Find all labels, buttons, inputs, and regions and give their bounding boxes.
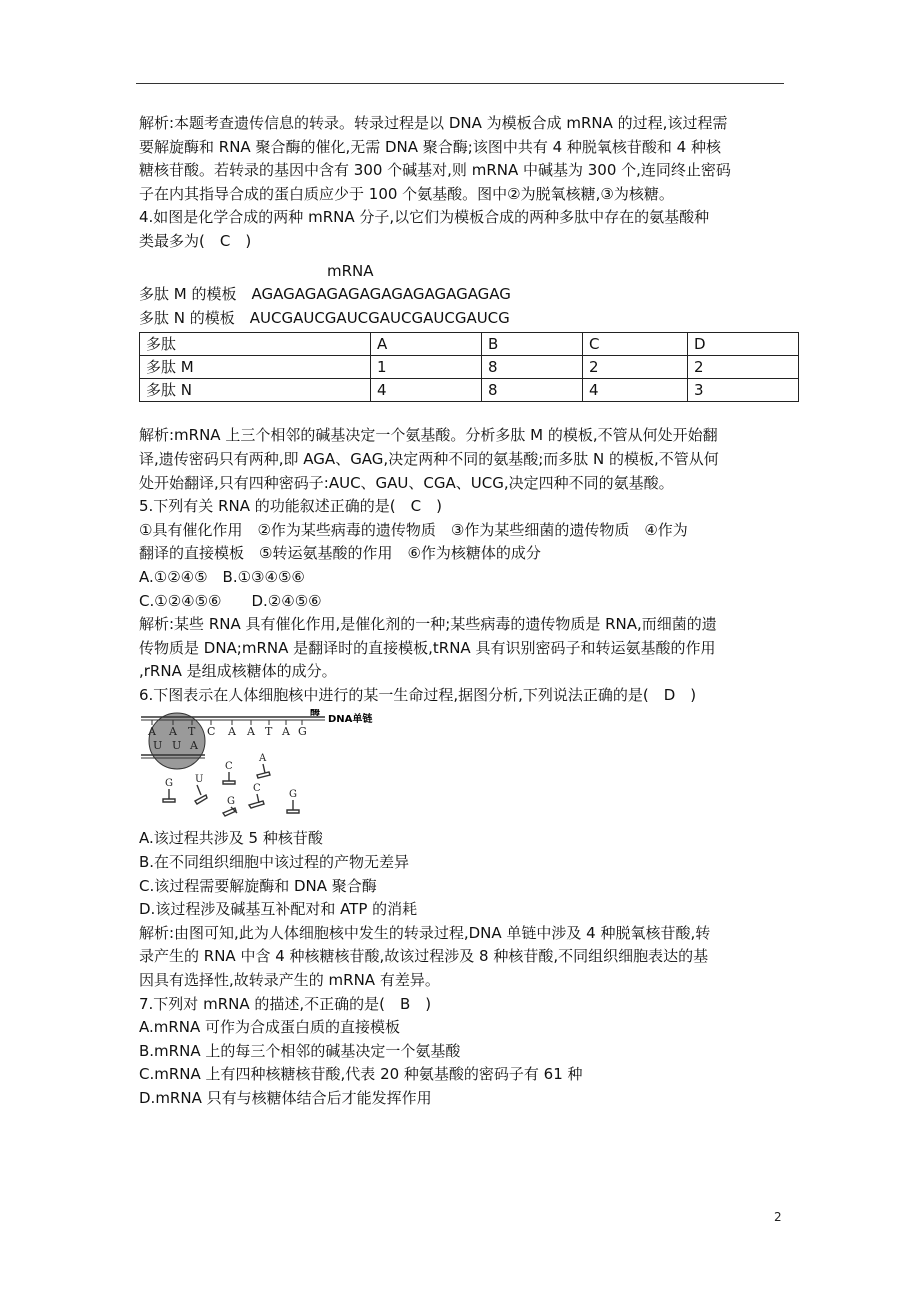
dna-base: A bbox=[282, 725, 290, 739]
dna-base: T bbox=[188, 725, 196, 739]
strand-label: DNA单链 bbox=[328, 714, 373, 726]
question-stem: 5.下列有关 RNA 的功能叙述正确的是( C ) bbox=[139, 497, 442, 516]
question-5 bbox=[139, 495, 789, 684]
text-line: 解析:本题考查遗传信息的转录。转录过程是以 DNA 为模板合成 mRNA 的过程,该过程需 bbox=[139, 114, 728, 132]
template-m: 多肽 M 的模板 AGAGAGAGAGAGAGAGAGAGAGAG bbox=[139, 285, 511, 304]
text-line: 翻译的直接模板 ⑤转运氨基酸的作用 ⑥作为核糖体的成分 bbox=[139, 544, 541, 563]
table-header-row bbox=[140, 333, 799, 356]
table-row bbox=[140, 356, 799, 379]
rna-base: A bbox=[190, 739, 198, 753]
dna-base: A bbox=[247, 725, 255, 739]
option-line: A.①②④⑤ B.①③④⑤⑥ bbox=[139, 567, 305, 586]
text-line: 解析:由图可知,此为人体细胞核中发生的转录过程,DNA 单链中涉及 4 种脱氧核苷酸,转 bbox=[139, 923, 711, 942]
table-row bbox=[140, 379, 799, 402]
free-nucleotide-base: U bbox=[195, 774, 204, 786]
question-7 bbox=[139, 993, 789, 1111]
text-line: 解析:mRNA 上三个相邻的碱基决定一个氨基酸。分析多肽 M 的模板,不管从何处开始翻 bbox=[139, 426, 718, 445]
question-4 bbox=[139, 206, 789, 495]
free-nucleotide-base: C bbox=[253, 783, 261, 795]
option-d: D.该过程涉及碱基互补配对和 ATP 的消耗 bbox=[139, 900, 418, 919]
question-stem: 6.下图表示在人体细胞核中进行的某一生命过程,据图分析,下列说法正确的是( D ) bbox=[139, 685, 697, 704]
question-stem: 类最多为( C ) bbox=[139, 231, 252, 250]
text-line: 子在内其指导合成的蛋白质应少于 100 个氨基酸。图中②为脱氧核糖,③为核糖。 bbox=[139, 184, 674, 203]
option-b: B.mRNA 上的每三个相邻的碱基决定一个氨基酸 bbox=[139, 1041, 461, 1060]
q3-explanation bbox=[139, 112, 789, 206]
free-nucleotide-base: G bbox=[165, 778, 173, 790]
table-cell: 多肽 M bbox=[140, 356, 371, 379]
dna-base: T bbox=[265, 725, 273, 739]
mrna-label: mRNA bbox=[327, 261, 374, 280]
question-stem: 4.如图是化学合成的两种 mRNA 分子,以它们为模板合成的两种多肽中存在的氨基酸种 bbox=[139, 208, 710, 227]
option-d: D.mRNA 只有与核糖体结合后才能发挥作用 bbox=[139, 1089, 432, 1107]
table-cell: 4 bbox=[583, 379, 688, 402]
page-number: 2 bbox=[774, 1210, 782, 1224]
text-line: 要解旋酶和 RNA 聚合酶的催化,无需 DNA 聚合酶;该图中共有 4 种脱氧核苷酸和 4 种核 bbox=[139, 137, 721, 156]
option-line: C.①②④⑤⑥ D.②④⑤⑥ bbox=[139, 591, 322, 610]
question-stem: 7.下列对 mRNA 的描述,不正确的是( B ) bbox=[139, 994, 432, 1013]
table-cell: 4 bbox=[371, 379, 482, 402]
dna-base: C bbox=[207, 725, 216, 739]
page-content bbox=[139, 112, 789, 1111]
text-line: 译,遗传密码只有两种,即 AGA、GAG,决定两种不同的氨基酸;而多肽 N 的模板,不管从何 bbox=[139, 449, 719, 468]
table-cell: 2 bbox=[583, 356, 688, 379]
option-b: B.在不同组织细胞中该过程的产物无差异 bbox=[139, 853, 410, 872]
table-cell: A bbox=[371, 333, 482, 356]
table-cell: 3 bbox=[688, 379, 799, 402]
dna-base: A bbox=[148, 725, 156, 739]
table-cell: 2 bbox=[688, 356, 799, 379]
option-a: A.该过程共涉及 5 种核苷酸 bbox=[139, 829, 323, 848]
enzyme-label: 酶 bbox=[310, 709, 320, 719]
option-c: C.该过程需要解旋酶和 DNA 聚合酶 bbox=[139, 876, 377, 895]
option-a: A.mRNA 可作为合成蛋白质的直接模板 bbox=[139, 1018, 401, 1037]
text-line: 传物质是 DNA;mRNA 是翻译时的直接模板,tRNA 具有识别密码子和转运氨基酸的作用 bbox=[139, 638, 716, 657]
table-cell: 8 bbox=[482, 356, 583, 379]
dna-base: A bbox=[228, 725, 236, 739]
text-line: 糖核苷酸。若转录的基因中含有 300 个碱基对,则 mRNA 中碱基为 300 个,连同终止密码 bbox=[139, 161, 731, 180]
dna-base: G bbox=[298, 725, 307, 739]
text-line: ①具有催化作用 ②作为某些病毒的遗传物质 ③作为某些细菌的遗传物质 ④作为 bbox=[139, 520, 688, 539]
table-cell: 多肽 N bbox=[140, 379, 371, 402]
answer-table bbox=[139, 332, 799, 402]
dna-base: A bbox=[169, 725, 177, 739]
option-c: C.mRNA 上有四种核糖核苷酸,代表 20 种氨基酸的密码子有 61 种 bbox=[139, 1065, 583, 1084]
question-6 bbox=[139, 684, 789, 993]
text-line: 因具有选择性,故转录产生的 mRNA 有差异。 bbox=[139, 971, 440, 990]
text-line: 录产生的 RNA 中含 4 种核糖核苷酸,故该过程涉及 8 种核苷酸,不同组织细胞表达的基 bbox=[139, 947, 709, 966]
text-line: 处开始翻译,只有四种密码子:AUC、GAU、CGA、UCG,决定四种不同的氨基酸。 bbox=[139, 473, 674, 492]
table-cell: D bbox=[688, 333, 799, 356]
free-nucleotide-base: C bbox=[225, 761, 233, 773]
table-cell: C bbox=[583, 333, 688, 356]
rna-base: U bbox=[172, 739, 182, 753]
transcription-diagram bbox=[139, 709, 399, 819]
text-line: 解析:某些 RNA 具有催化作用,是催化剂的一种;某些病毒的遗传物质是 RNA,而细菌的遗 bbox=[139, 615, 717, 634]
table-cell: 1 bbox=[371, 356, 482, 379]
free-nucleotide-base: G bbox=[227, 796, 235, 808]
table-cell: 多肽 bbox=[140, 333, 371, 356]
rna-base: U bbox=[153, 739, 163, 753]
free-nucleotide-base: G bbox=[289, 789, 297, 801]
free-nucleotide-base: A bbox=[259, 753, 267, 765]
template-n: 多肽 N 的模板 AUCGAUCGAUCGAUCGAUCGAUCG bbox=[139, 308, 510, 327]
text-line: ,rRNA 是组成核糖体的成分。 bbox=[139, 662, 337, 681]
table-cell: B bbox=[482, 333, 583, 356]
header-rule bbox=[136, 83, 784, 84]
table-cell: 8 bbox=[482, 379, 583, 402]
